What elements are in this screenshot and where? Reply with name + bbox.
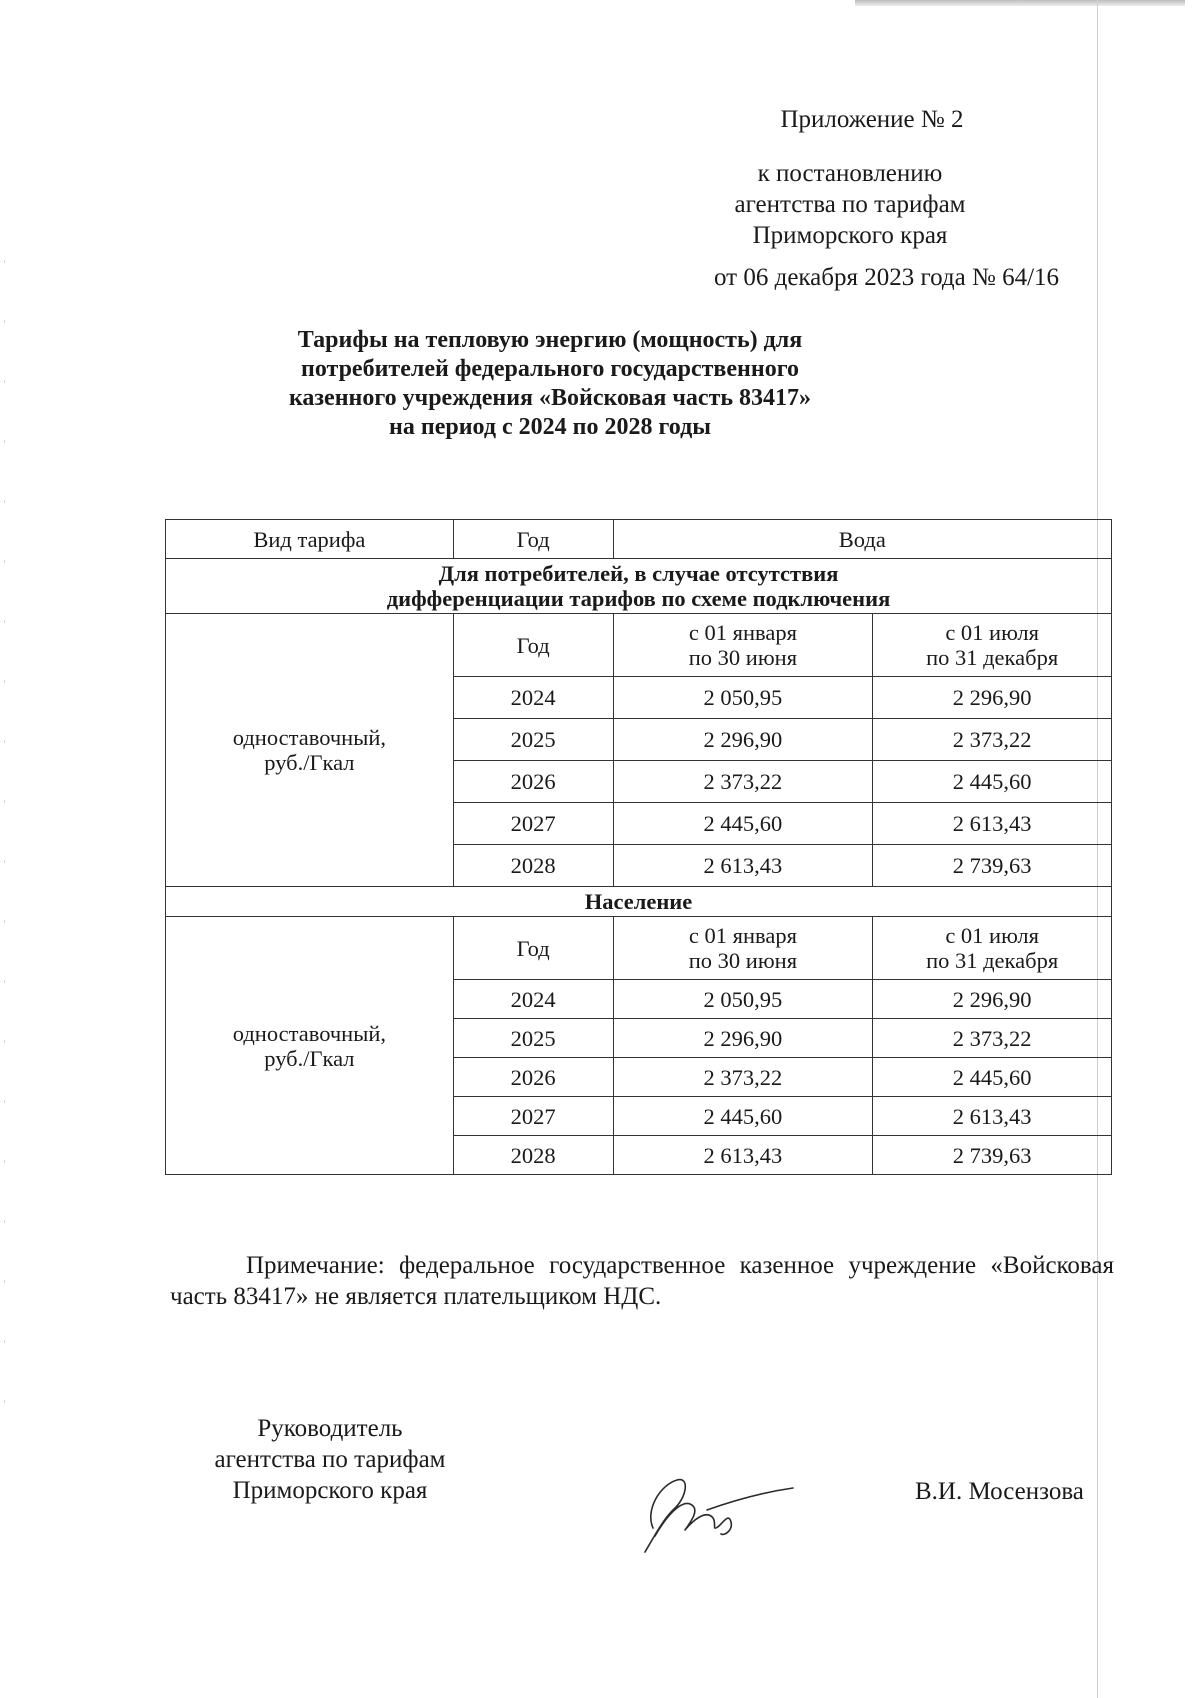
period-line: с 01 июля (945, 620, 1039, 645)
title-line: казенного учреждения «Войсковая часть 83417» (288, 385, 812, 411)
handwritten-signature (615, 1440, 795, 1570)
header-kind: Вид тарифа (166, 520, 454, 559)
section-title-line: Для потребителей, в случае отсутствия (438, 561, 839, 586)
value-cell: 2 613,43 (613, 1136, 873, 1175)
value-cell: 2 445,60 (873, 761, 1112, 803)
subheader-period-1 (613, 917, 873, 980)
period-line: по 31 декабря (926, 948, 1059, 973)
tariff-unit-line: руб./Гкал (264, 1045, 355, 1071)
value-cell: 2 739,63 (873, 845, 1112, 887)
tariff-kind-cell (166, 614, 454, 887)
subheader-year: Год (453, 614, 613, 677)
period-line: по 30 июня (688, 948, 798, 973)
year-cell: 2024 (453, 677, 613, 719)
tariff-kind-cell (166, 917, 454, 1175)
note-paragraph: Примечание: федеральное государственное казенное учреждение «Войсковая часть 83417» не является плательщиком НДС. (170, 1252, 1114, 1310)
value-cell: 2 296,90 (873, 677, 1112, 719)
tariff-unit-line: руб./Гкал (264, 750, 355, 775)
value-cell: 2 296,90 (613, 1019, 873, 1058)
value-cell: 2 296,90 (873, 980, 1112, 1019)
title-line: потребителей федерального государственного (300, 356, 799, 382)
title-line: на период с 2024 по 2028 годы (389, 414, 711, 440)
appendix-title: Приложение № 2 (780, 106, 964, 133)
table-header-row (166, 520, 1112, 559)
year-cell: 2028 (453, 1136, 613, 1175)
signer-position-line: Приморского края (232, 1477, 428, 1504)
period-line: с 01 июля (945, 923, 1039, 948)
section-title: Население (166, 887, 1112, 917)
document-title (160, 326, 940, 442)
value-cell: 2 445,60 (613, 1097, 873, 1136)
value-cell: 2 739,63 (873, 1136, 1112, 1175)
value-cell: 2 445,60 (873, 1058, 1112, 1097)
year-cell: 2027 (453, 1097, 613, 1136)
tariff-kind-line: одноставочный, (232, 725, 387, 750)
year-cell: 2025 (453, 719, 613, 761)
value-cell: 2 050,95 (613, 677, 873, 719)
tariff-kind-line: одноставочный, (232, 1020, 387, 1046)
header-water: Вода (613, 520, 1111, 559)
subheader-row (166, 614, 1112, 677)
period-line: с 01 января (688, 620, 797, 645)
signer-block (165, 1413, 495, 1506)
value-cell: 2 296,90 (613, 719, 873, 761)
appendix-line: Приморского края (752, 222, 948, 249)
period-line: по 30 июня (688, 645, 798, 670)
value-cell: 2 613,43 (873, 1097, 1112, 1136)
value-cell: 2 613,43 (613, 845, 873, 887)
value-cell: 2 373,22 (613, 1058, 873, 1097)
value-cell: 2 050,95 (613, 980, 873, 1019)
section-row (166, 559, 1112, 614)
signer-position-line: Руководитель (257, 1415, 403, 1442)
tariff-table (165, 519, 1112, 1175)
section-title (166, 559, 1112, 614)
header-year: Год (453, 520, 613, 559)
appendix-reference: от 06 декабря 2023 года № 64/16 (714, 264, 1060, 291)
subheader-year: Год (453, 917, 613, 980)
scan-margin-dots (4, 260, 5, 1460)
subheader-period-2 (873, 614, 1112, 677)
value-cell: 2 373,22 (613, 761, 873, 803)
value-cell: 2 373,22 (873, 1019, 1112, 1058)
subheader-period-2 (873, 917, 1112, 980)
section-row (166, 887, 1112, 917)
appendix-ref-block (714, 262, 1134, 293)
year-cell: 2025 (453, 1019, 613, 1058)
section-title-line: дифференциации тарифов по схеме подключения (386, 586, 891, 611)
subheader-period-1 (613, 614, 873, 677)
title-line: Тарифы на тепловую энергию (мощность) для (297, 327, 803, 353)
value-cell: 2 613,43 (873, 803, 1112, 845)
year-cell: 2028 (453, 845, 613, 887)
year-cell: 2027 (453, 803, 613, 845)
year-cell: 2026 (453, 1058, 613, 1097)
period-line: по 31 декабря (926, 645, 1059, 670)
appendix-line: агентства по тарифам (734, 191, 966, 218)
period-line: с 01 января (688, 923, 797, 948)
appendix-line: к постановлению (757, 160, 943, 187)
subheader-row (166, 917, 1112, 980)
value-cell: 2 445,60 (613, 803, 873, 845)
value-cell: 2 373,22 (873, 719, 1112, 761)
scan-edge-mark (855, 0, 1185, 6)
year-cell: 2026 (453, 761, 613, 803)
appendix-block (600, 104, 1100, 251)
signer-position-line: агентства по тарифам (214, 1446, 446, 1473)
signer-name: В.И. Мосензова (915, 1478, 1084, 1505)
year-cell: 2024 (453, 980, 613, 1019)
